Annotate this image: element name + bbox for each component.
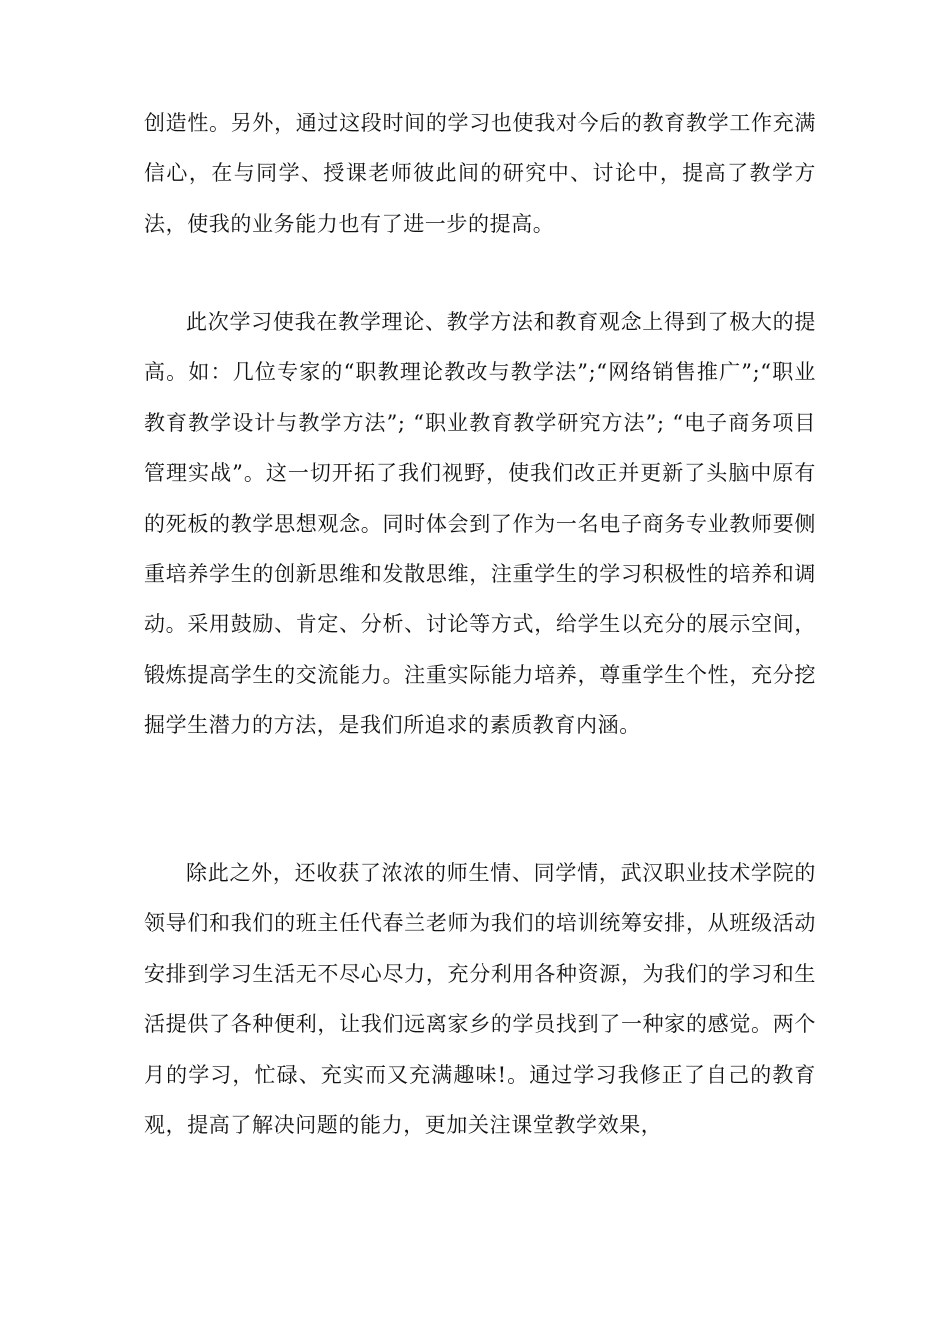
paragraph-continuation: 创造性。另外，通过这段时间的学习也使我对今后的教育教学工作充满信心，在与同学、授课老师彼此间的研究中、讨论中，提高了教学方法，使我的业务能力也有了进一步的提高。 [144,111,816,236]
paragraph-additional-gains: 除此之外，还收获了浓浓的师生情、同学情，武汉职业技术学院的领导们和我们的班主任代春兰老师为我们的培训统筹安排，从班级活动安排到学习生活无不尽心尽力，充分利用各种资源，为我们的学习和生活提供了各种便利，让我们远离家乡的学员找到了一种家的感觉。两个月的学习，忙碌、充实而又充满趣味!。通过学习我修正了自己的教育观，提高了解决问题的能力，更加关注课堂教学效果， [144,861,816,1138]
paragraph-study-gains: 此次学习使我在教学理论、教学方法和教育观念上得到了极大的提高。如：几位专家的“职教理论教改与教学法”;“网络销售推广”;“职业教育教学设计与教学方法”; “职业教育教学研究方法”; “电子商务项目管理实战”。这一切开拓了我们视野，使我们改正并更新了头脑中原有的死板的教学思想观念。同时体会到了作为一名电子商务专业教师要侧重培养学生的创新思维和发散思维，注重学生的学习积极性的培养和调动。采用鼓励、肯定、分析、讨论等方式，给学生以充分的展示空间，锻炼提高学生的交流能力。注重实际能力培养，尊重学生个性，充分挖掘学生潜力的方法，是我们所追求的素质教育内涵。 [144,310,816,738]
